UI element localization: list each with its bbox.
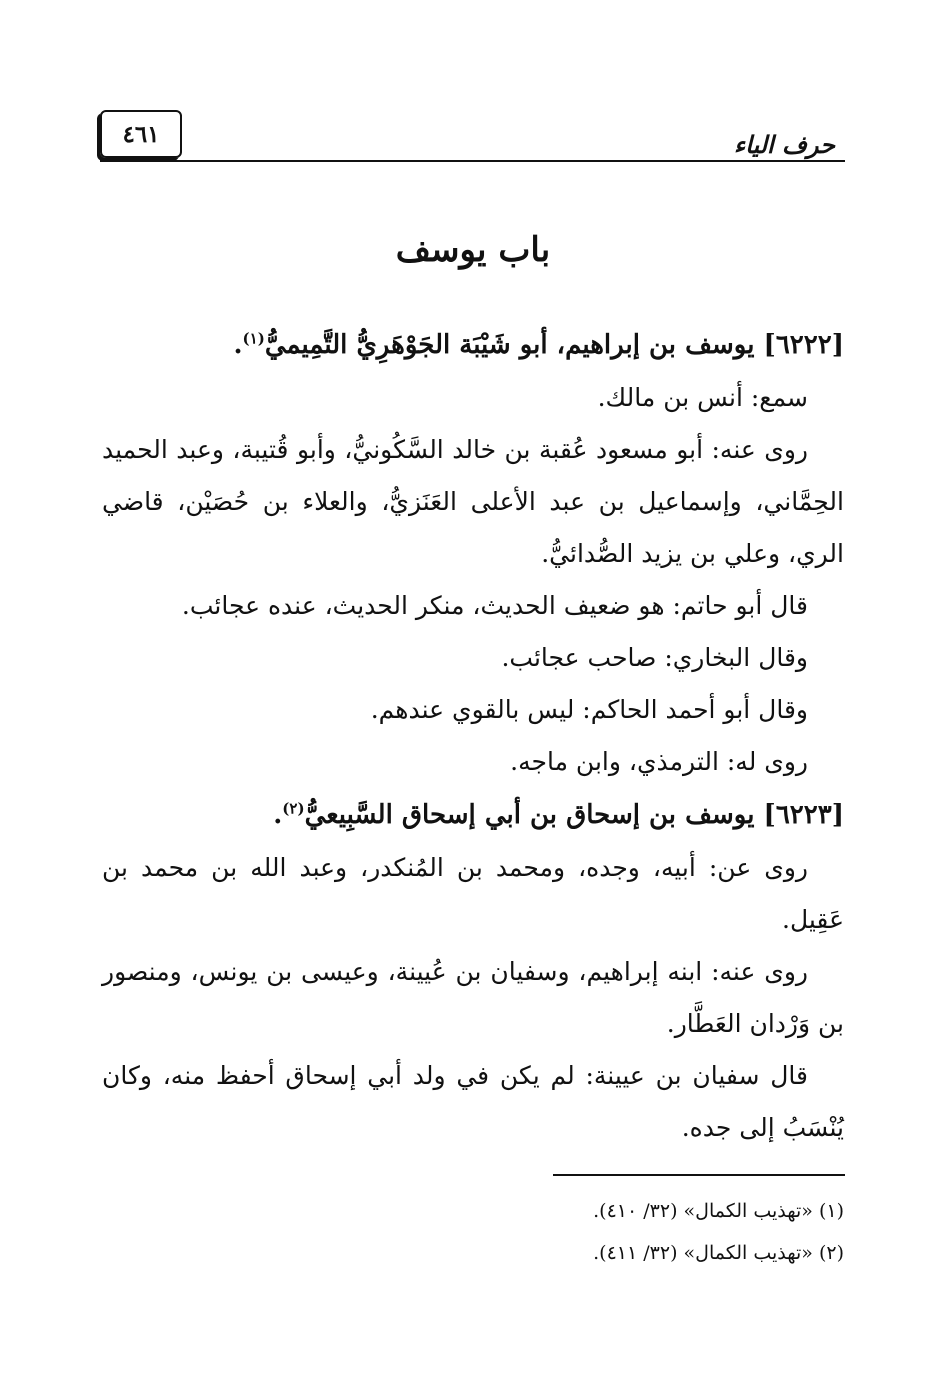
footnote: (١) «تهذيب الكمال» (٣٢/ ٤١٠). bbox=[593, 1200, 844, 1222]
entry-title-6222 bbox=[102, 318, 844, 372]
header-rule bbox=[100, 160, 845, 162]
page-number-box: ٤٦١ bbox=[100, 110, 182, 158]
footnote-ref: (٢) bbox=[282, 799, 305, 818]
paragraph: روى عنه: ابنه إبراهيم، وسفيان بن عُيينة، وعيسى بن يونس، ومنصور بن وَرْدان العَطَّار. bbox=[102, 957, 844, 1038]
entry-title-text: [٦٢٢٣] يوسف بن إسحاق بن أبي إسحاق السَّبِيعيُّ bbox=[304, 800, 844, 830]
paragraph: وقال أبو أحمد الحاكم: ليس بالقوي عندهم. bbox=[370, 695, 808, 724]
chapter-title: باب يوسف bbox=[395, 230, 551, 270]
paragraph: وقال البخاري: صاحب عجائب. bbox=[501, 643, 808, 672]
running-head: حرف الياء bbox=[733, 130, 835, 159]
main-text bbox=[102, 230, 844, 1154]
paragraph: روى عنه: أبو مسعود عُقبة بن خالد السَّكُونيُّ، وأبو قُتيبة، وعبد الحميد الحِمَّاني، وإسماعيل بن عبد الأعلى العَنَزيُّ، والعلاء بن حُصَيْن، قاضي الري، وعلي بن يزيد الصُّدائيُّ. bbox=[102, 435, 844, 568]
footnote-ref: (١) bbox=[242, 329, 265, 348]
page-header bbox=[100, 108, 845, 160]
paragraph: قال سفيان بن عيينة: لم يكن في ولد أبي إسحاق أحفظ منه، وكان يُنْسَبُ إلى جده. bbox=[102, 1061, 844, 1142]
paragraph: روى عن: أبيه، وجده، ومحمد بن المُنكدر، وعبد الله بن محمد بن عَقِيل. bbox=[102, 853, 844, 934]
entry-title-text: [٦٢٢٢] يوسف بن إبراهيم، أبو شَيْبَة الجَوْهَرِيُّ التَّمِيميُّ bbox=[264, 330, 844, 360]
entry-title-end: . bbox=[233, 330, 243, 360]
footnote: (٢) «تهذيب الكمال» (٣٢/ ٤١١). bbox=[593, 1242, 844, 1264]
footnotes bbox=[102, 1190, 844, 1274]
entry-title-end: . bbox=[273, 800, 283, 830]
paragraph: روى له: الترمذي، وابن ماجه. bbox=[510, 747, 808, 776]
footnote-rule bbox=[553, 1174, 845, 1176]
paragraph: سمع: أنس بن مالك. bbox=[597, 383, 808, 412]
paragraph: قال أبو حاتم: هو ضعيف الحديث، منكر الحديث، عنده عجائب. bbox=[181, 591, 808, 620]
entry-title-6223 bbox=[102, 788, 844, 842]
